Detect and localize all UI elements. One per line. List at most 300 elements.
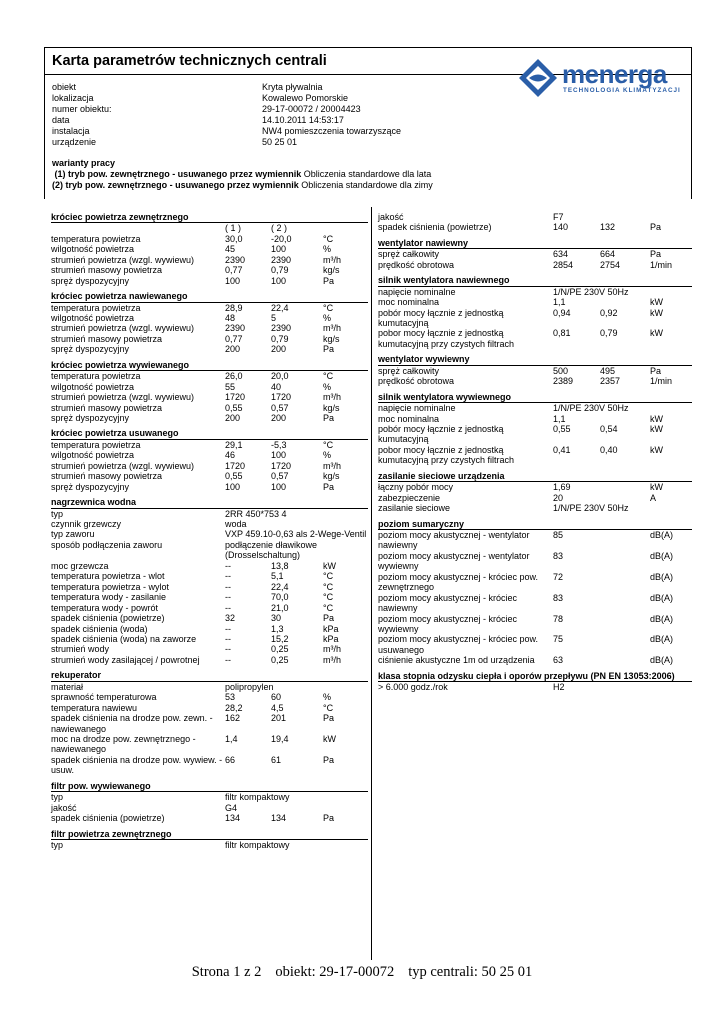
row-value-2: 0,54 <box>600 423 618 434</box>
data-row <box>51 634 368 644</box>
row-value-2: 2390 <box>271 323 292 334</box>
row-unit: m³/h <box>323 254 341 265</box>
row-label: typ zaworu <box>51 529 95 540</box>
row-unit: dB(A) <box>650 634 674 645</box>
row-text-value: 2RR 450*753 4 <box>225 508 287 519</box>
row-value-1: 66 <box>225 754 236 765</box>
row-label: moc nominalna <box>378 297 440 308</box>
right-column <box>378 212 692 698</box>
row-label: temperatura powietrza <box>51 439 141 450</box>
section-title: króciec powietrza wywiewanego <box>51 360 368 371</box>
data-row <box>51 313 368 323</box>
row-label: strumień wody zasilającej / powrotnej <box>51 654 200 665</box>
row-label: spręż całkowity <box>378 249 440 260</box>
data-row <box>378 366 692 376</box>
row-value-1: 100 <box>225 275 241 286</box>
row-label: napięcie nominalne <box>378 286 456 297</box>
row-unit: kW <box>650 328 663 339</box>
variants-title: warianty pracy <box>52 158 116 168</box>
row-unit: kW <box>650 307 663 318</box>
row-unit: Pa <box>323 275 335 286</box>
data-row <box>378 328 692 349</box>
data-row <box>51 644 368 654</box>
row-label: spadek ciśnienia (woda) <box>51 623 148 634</box>
data-row <box>51 813 368 823</box>
row-value-2: 0,57 <box>271 402 289 413</box>
row-label: typ <box>51 792 64 803</box>
meta-label: lokalizacja <box>52 93 94 103</box>
row-label: temperatura nawiewu <box>51 702 138 713</box>
row-value-2: 19,4 <box>271 734 289 745</box>
section-gap <box>378 693 692 698</box>
row-unit: m³/h <box>323 460 341 471</box>
row-unit: Pa <box>323 413 335 424</box>
row-unit: m³/h <box>323 392 341 403</box>
row-value-1: 45 <box>225 244 236 255</box>
row-value-1: -- <box>225 644 231 655</box>
meta-row <box>52 137 401 148</box>
row-value-2: 30 <box>271 613 282 624</box>
text-row <box>51 509 368 519</box>
row-unit: kW <box>323 734 336 745</box>
meta-row <box>52 104 401 115</box>
variant-2-mode: (2) tryb pow. zewnętrznego - usuwanego przez wymiennik <box>52 179 299 190</box>
footer-object: obiekt: 29-17-00072 <box>275 964 395 980</box>
variant-2-desc: Obliczenia standardowe dla zimy <box>301 179 433 190</box>
row-label: wilgotność powietrza <box>51 450 135 461</box>
meta-label: numer obiektu: <box>52 104 112 114</box>
data-row <box>378 530 692 551</box>
row-label: strumień powietrza (wzgl. wywiewu) <box>51 392 195 403</box>
row-label: pobor mocy łącznie z jednostką kumutacyjną przy czystych filtrach <box>378 444 515 466</box>
data-row <box>51 371 368 381</box>
row-value-2: 1720 <box>271 460 292 471</box>
row-unit: % <box>323 450 332 461</box>
row-unit: °C <box>323 371 334 382</box>
row-value-2: 0,40 <box>600 444 618 455</box>
row-value-1: 0,77 <box>225 333 243 344</box>
data-row <box>51 392 368 402</box>
data-row <box>51 450 368 460</box>
data-row <box>51 655 368 665</box>
row-label: spręż dyspozycyjny <box>51 481 130 492</box>
section-title: wentylator wywiewny <box>378 354 692 365</box>
row-value-2: 22,4 <box>271 581 289 592</box>
row-label: czynnik grzewczy <box>51 519 122 529</box>
row-value-2: 0,57 <box>271 471 289 482</box>
row-unit: m³/h <box>323 323 341 334</box>
logo-wordmark: menerga <box>562 59 667 89</box>
row-unit: kPa <box>323 633 339 644</box>
row-unit: kW <box>323 560 336 571</box>
row-value-2 <box>600 297 650 307</box>
row-value-2: 22,4 <box>271 302 289 313</box>
section-title: króciec powietrza zewnętrznego <box>51 212 368 223</box>
row-label: poziom mocy akustycznej - króciec wywiewny <box>378 613 518 635</box>
row-value-2: 60 <box>271 692 282 703</box>
column-header-row <box>51 223 368 233</box>
row-value-2: 200 <box>271 413 287 424</box>
row-label: spręż całkowity <box>378 365 440 376</box>
row-value-2 <box>600 593 650 614</box>
row-value-2: 1,3 <box>271 623 284 634</box>
text-row <box>51 682 368 692</box>
data-row <box>378 493 692 503</box>
row-text-value: filtr kompaktowy <box>225 840 290 850</box>
row-value-2: 0,79 <box>600 328 618 339</box>
row-value-1: 26,0 <box>225 371 243 382</box>
row-label: poziom mocy akustycznej - króciec nawiewny <box>378 592 518 614</box>
row-unit: dB(A) <box>650 571 674 582</box>
row-value-2: 61 <box>271 754 282 765</box>
row-label: zasilanie sieciowe <box>378 503 451 514</box>
row-label: temperatura powietrza <box>51 302 141 313</box>
text-row <box>51 840 368 850</box>
data-row <box>51 403 368 413</box>
row-value-1: 55 <box>225 381 236 392</box>
row-value-1: 140 <box>553 222 569 233</box>
row-label: spadek ciśnienia (powietrze) <box>51 613 165 624</box>
data-row <box>51 571 368 581</box>
data-row <box>378 260 692 270</box>
section-title: silnik wentylatora nawiewnego <box>378 275 692 286</box>
row-text-value: 1/N/PE 230V 50Hz <box>553 503 629 514</box>
row-value-2 <box>600 551 650 572</box>
row-unit: 1/min <box>650 376 673 387</box>
data-row <box>378 249 692 259</box>
row-label: materiał <box>51 681 84 692</box>
row-unit: Pa <box>323 481 335 492</box>
row-label: strumień powietrza (wzgl. wywiewu) <box>51 254 195 265</box>
data-row <box>51 713 368 734</box>
section-title: zasilanie sieciowe urządzenia <box>378 471 692 482</box>
row-value-2: 495 <box>600 365 616 376</box>
row-unit: kW <box>650 413 663 424</box>
row-value-2: 4,5 <box>271 702 284 713</box>
row-value-2: 5,1 <box>271 571 284 582</box>
row-value-2 <box>600 493 650 503</box>
row-value-2: 134 <box>271 813 287 824</box>
data-row <box>51 471 368 481</box>
column-divider <box>371 207 372 960</box>
meta-value: Kryta pływalnia <box>262 82 323 92</box>
data-row <box>51 734 368 755</box>
row-label: sposób podłączenia zaworu <box>51 539 163 550</box>
row-value-2: 15,2 <box>271 633 289 644</box>
row-value-1: 72 <box>553 571 564 582</box>
section-noise <box>378 519 692 666</box>
row-value-2: 100 <box>271 450 287 461</box>
row-label: spręż dyspozycyjny <box>51 344 130 355</box>
row-value-2: 13,8 <box>271 560 289 571</box>
data-row <box>378 551 692 572</box>
row-value-2: 0,92 <box>600 307 618 318</box>
data-row <box>378 482 692 492</box>
data-row <box>51 382 368 392</box>
row-unit: kW <box>650 297 663 308</box>
row-value-1: 48 <box>225 312 236 323</box>
row-value-1: 100 <box>225 481 241 492</box>
row-value-2: 201 <box>271 713 287 724</box>
row-value-2: 0,79 <box>271 265 289 276</box>
row-label: spadek ciśnienia na drodze pow. wywiew. - usuw. <box>51 754 223 776</box>
row-value-1: 0,55 <box>553 423 571 434</box>
row-value-2: 200 <box>271 344 287 355</box>
row-text-value: 1/N/PE 230V 50Hz <box>553 403 629 414</box>
row-label: moc na drodze pow. zewnętrznego - nawiewanego <box>51 734 196 755</box>
variant-1-mode: (1) tryb pow. zewnętrznego - usuwanego przez wymiennik <box>54 168 302 179</box>
row-value-2 <box>600 530 650 551</box>
data-row <box>51 344 368 354</box>
left-column <box>51 212 368 855</box>
section-title: silnik wentylatora wywiewnego <box>378 392 692 403</box>
section-filter-extract <box>51 781 368 824</box>
text-row <box>378 682 692 692</box>
row-label: pobór mocy łącznie z jednostką kumutacyjną <box>378 307 504 328</box>
row-unit: Pa <box>650 365 662 376</box>
row-value-1: 0,77 <box>225 265 243 276</box>
row-value-1: 1720 <box>225 460 246 471</box>
row-unit: kW <box>650 423 663 434</box>
row-value-2: 70,0 <box>271 592 289 603</box>
row-unit: Pa <box>650 249 662 260</box>
section-title: wentylator nawiewny <box>378 238 692 249</box>
row-value-2 <box>600 482 650 492</box>
data-row <box>51 334 368 344</box>
meta-block <box>52 82 401 148</box>
row-label: temperatura powietrza <box>51 233 141 244</box>
text-row <box>378 212 692 222</box>
data-row <box>51 603 368 613</box>
row-value-1: 2389 <box>553 376 574 387</box>
row-unit: dB(A) <box>650 529 674 540</box>
text-row <box>378 503 692 513</box>
data-row <box>51 692 368 702</box>
row-unit: % <box>323 244 332 255</box>
row-label: ciśnienie akustyczne 1m od urządzenia <box>378 655 535 666</box>
row-value-2: 0,25 <box>271 644 289 655</box>
menerga-logo <box>518 58 686 100</box>
data-row <box>51 265 368 275</box>
row-unit: °C <box>323 581 334 592</box>
row-text-value: podłączenie dławikowe (Drosselschaltung) <box>225 539 318 561</box>
row-value-2: 1720 <box>271 392 292 403</box>
row-unit: dB(A) <box>650 655 674 666</box>
row-label: spadek ciśnienia na drodze pow. zewn. - nawiewanego <box>51 713 213 734</box>
row-unit: m³/h <box>323 654 341 665</box>
data-row <box>378 572 692 593</box>
data-row <box>378 634 692 655</box>
text-row <box>51 540 368 561</box>
data-row <box>378 655 692 665</box>
data-row <box>378 414 692 424</box>
row-value-1: 0,94 <box>553 307 571 318</box>
row-value-1: -- <box>225 602 231 613</box>
row-unit: % <box>323 312 332 323</box>
meta-row <box>52 93 401 104</box>
row-value-1: 83 <box>553 550 564 561</box>
data-row <box>51 613 368 623</box>
row-value-2: 20,0 <box>271 371 289 382</box>
row-value-2: 21,0 <box>271 602 289 613</box>
data-row <box>378 222 692 232</box>
meta-value: NW4 pomieszczenia towarzyszące <box>262 126 402 136</box>
row-value-2: 2390 <box>271 254 292 265</box>
section-supply-fan <box>378 238 692 270</box>
row-unit: % <box>323 692 332 703</box>
data-row <box>378 445 692 466</box>
section-title: króciec powietrza nawiewanego <box>51 291 368 302</box>
section-title: poziom sumaryczny <box>378 519 692 530</box>
row-unit: °C <box>323 592 334 603</box>
row-unit: kg/s <box>323 265 340 276</box>
row-label: wilgotność powietrza <box>51 312 135 323</box>
row-label: strumień masowy powietrza <box>51 265 163 276</box>
row-value-1: -- <box>225 623 231 634</box>
column-header-variant-1: ( 1 ) <box>225 223 242 234</box>
section-outdoor <box>51 212 368 286</box>
row-unit: °C <box>323 302 334 313</box>
row-label: strumień powietrza (wzgl. wywiewu) <box>51 323 195 334</box>
row-unit: kg/s <box>323 471 340 482</box>
data-row <box>378 376 692 386</box>
logo-diamond-icon <box>518 58 558 98</box>
row-value-2: 100 <box>271 275 287 286</box>
row-unit: kW <box>650 444 663 455</box>
data-row <box>51 624 368 634</box>
row-label: spadek ciśnienia (powietrze) <box>51 813 165 824</box>
row-label: łączny pobór mocy <box>378 482 454 493</box>
row-unit: A <box>650 492 657 503</box>
data-row <box>51 323 368 333</box>
row-value-2 <box>600 614 650 635</box>
row-unit: Pa <box>323 754 335 765</box>
row-value-2: -5,3 <box>271 439 287 450</box>
section-efficiency <box>378 671 692 693</box>
row-label: spadek ciśnienia (powietrze) <box>378 222 492 233</box>
row-value-1: 134 <box>225 813 241 824</box>
page-footer <box>0 964 724 981</box>
row-value-1: 634 <box>553 249 569 260</box>
row-value-1: 1,69 <box>553 482 571 493</box>
data-row <box>51 234 368 244</box>
row-value-1: 200 <box>225 413 241 424</box>
meta-value: Kowalewo Pomorskie <box>262 93 349 103</box>
row-unit: °C <box>323 439 334 450</box>
row-unit: dB(A) <box>650 550 674 561</box>
row-unit: kW <box>650 482 663 493</box>
row-value-2: 132 <box>600 222 616 233</box>
section-extract <box>51 360 368 424</box>
data-row <box>51 592 368 602</box>
row-value-1: 0,55 <box>225 471 243 482</box>
row-value-1: 78 <box>553 613 564 624</box>
row-text-value: filtr kompaktowy <box>225 792 290 803</box>
row-label: poziom mocy akustycznej - króciec pow. usuwanego <box>378 634 539 655</box>
text-row <box>378 403 692 413</box>
row-text-value: H2 <box>553 682 565 693</box>
row-label: poziom mocy akustycznej - wentylator nawiewny <box>378 529 530 551</box>
data-row <box>51 255 368 265</box>
row-label: strumień masowy powietrza <box>51 402 163 413</box>
row-value-1: 0,41 <box>553 444 571 455</box>
row-value-2: 664 <box>600 249 616 260</box>
data-row <box>378 424 692 445</box>
data-row <box>378 593 692 614</box>
row-unit: °C <box>323 233 334 244</box>
row-text-value: polipropylen <box>225 681 274 692</box>
row-unit: kPa <box>323 623 339 634</box>
row-label: typ <box>51 508 64 519</box>
row-value-1: 29,1 <box>225 439 243 450</box>
variants-block <box>52 158 433 190</box>
row-label: jakość <box>378 212 404 222</box>
row-unit: Pa <box>323 813 335 824</box>
row-value-1: 83 <box>553 592 564 603</box>
variant-1-desc: Obliczenia standardowe dla lata <box>303 168 432 179</box>
row-label: prędkość obrotowa <box>378 259 455 270</box>
row-label: temperatura wody - powrót <box>51 602 159 613</box>
row-label: zabezpieczenie <box>378 492 441 503</box>
row-label: napięcie nominalne <box>378 403 456 414</box>
document-title: Karta parametrów technicznych centrali <box>52 53 327 69</box>
row-unit: °C <box>323 702 334 713</box>
data-row <box>51 561 368 571</box>
row-label: pobór mocy łącznie z jednostką kumutacyjną <box>378 423 504 445</box>
row-label: moc nominalna <box>378 413 440 424</box>
row-text-value: woda <box>225 519 247 529</box>
row-unit: kg/s <box>323 402 340 413</box>
meta-row <box>52 126 401 137</box>
row-unit: °C <box>323 571 334 582</box>
meta-label: data <box>52 115 70 125</box>
meta-label: instalacja <box>52 126 90 136</box>
section-title: filtr powietrza zewnętrznego <box>51 829 368 840</box>
row-value-2: 2357 <box>600 376 621 387</box>
row-value-1: 28,9 <box>225 302 243 313</box>
row-value-1: 162 <box>225 713 241 724</box>
row-label: poziom mocy akustycznej - króciec pow. zewnętrznego <box>378 571 539 593</box>
row-label: strumień masowy powietrza <box>51 333 163 344</box>
row-unit: °C <box>323 602 334 613</box>
row-value-1: 1720 <box>225 392 246 403</box>
section-filter-outdoor <box>51 829 368 851</box>
row-value-2 <box>600 572 650 593</box>
row-value-2 <box>600 634 650 655</box>
meta-label: urządzenie <box>52 137 97 147</box>
meta-row <box>52 82 401 93</box>
row-unit: Pa <box>323 613 335 624</box>
row-text-value: F7 <box>553 212 564 222</box>
row-unit: % <box>323 381 332 392</box>
data-row <box>51 703 368 713</box>
row-label: strumień wody <box>51 644 110 655</box>
variant-2 <box>52 180 433 191</box>
data-row <box>51 482 368 492</box>
data-row <box>378 308 692 329</box>
row-label: temperatura powietrza <box>51 371 141 382</box>
section-title: klasa stopnia odzysku ciepła i oporów przepływu (PN EN 13053:2006) <box>378 671 692 682</box>
data-row <box>378 297 692 307</box>
meta-value: 50 25 01 <box>262 137 298 147</box>
row-label: spręż dyspozycyjny <box>51 413 130 424</box>
row-value-1: 2390 <box>225 323 246 334</box>
section-exhaust <box>51 428 368 492</box>
row-value-1: 200 <box>225 344 241 355</box>
data-row <box>51 244 368 254</box>
row-value-1: -- <box>225 654 231 665</box>
row-value-2: -20,0 <box>271 233 292 244</box>
